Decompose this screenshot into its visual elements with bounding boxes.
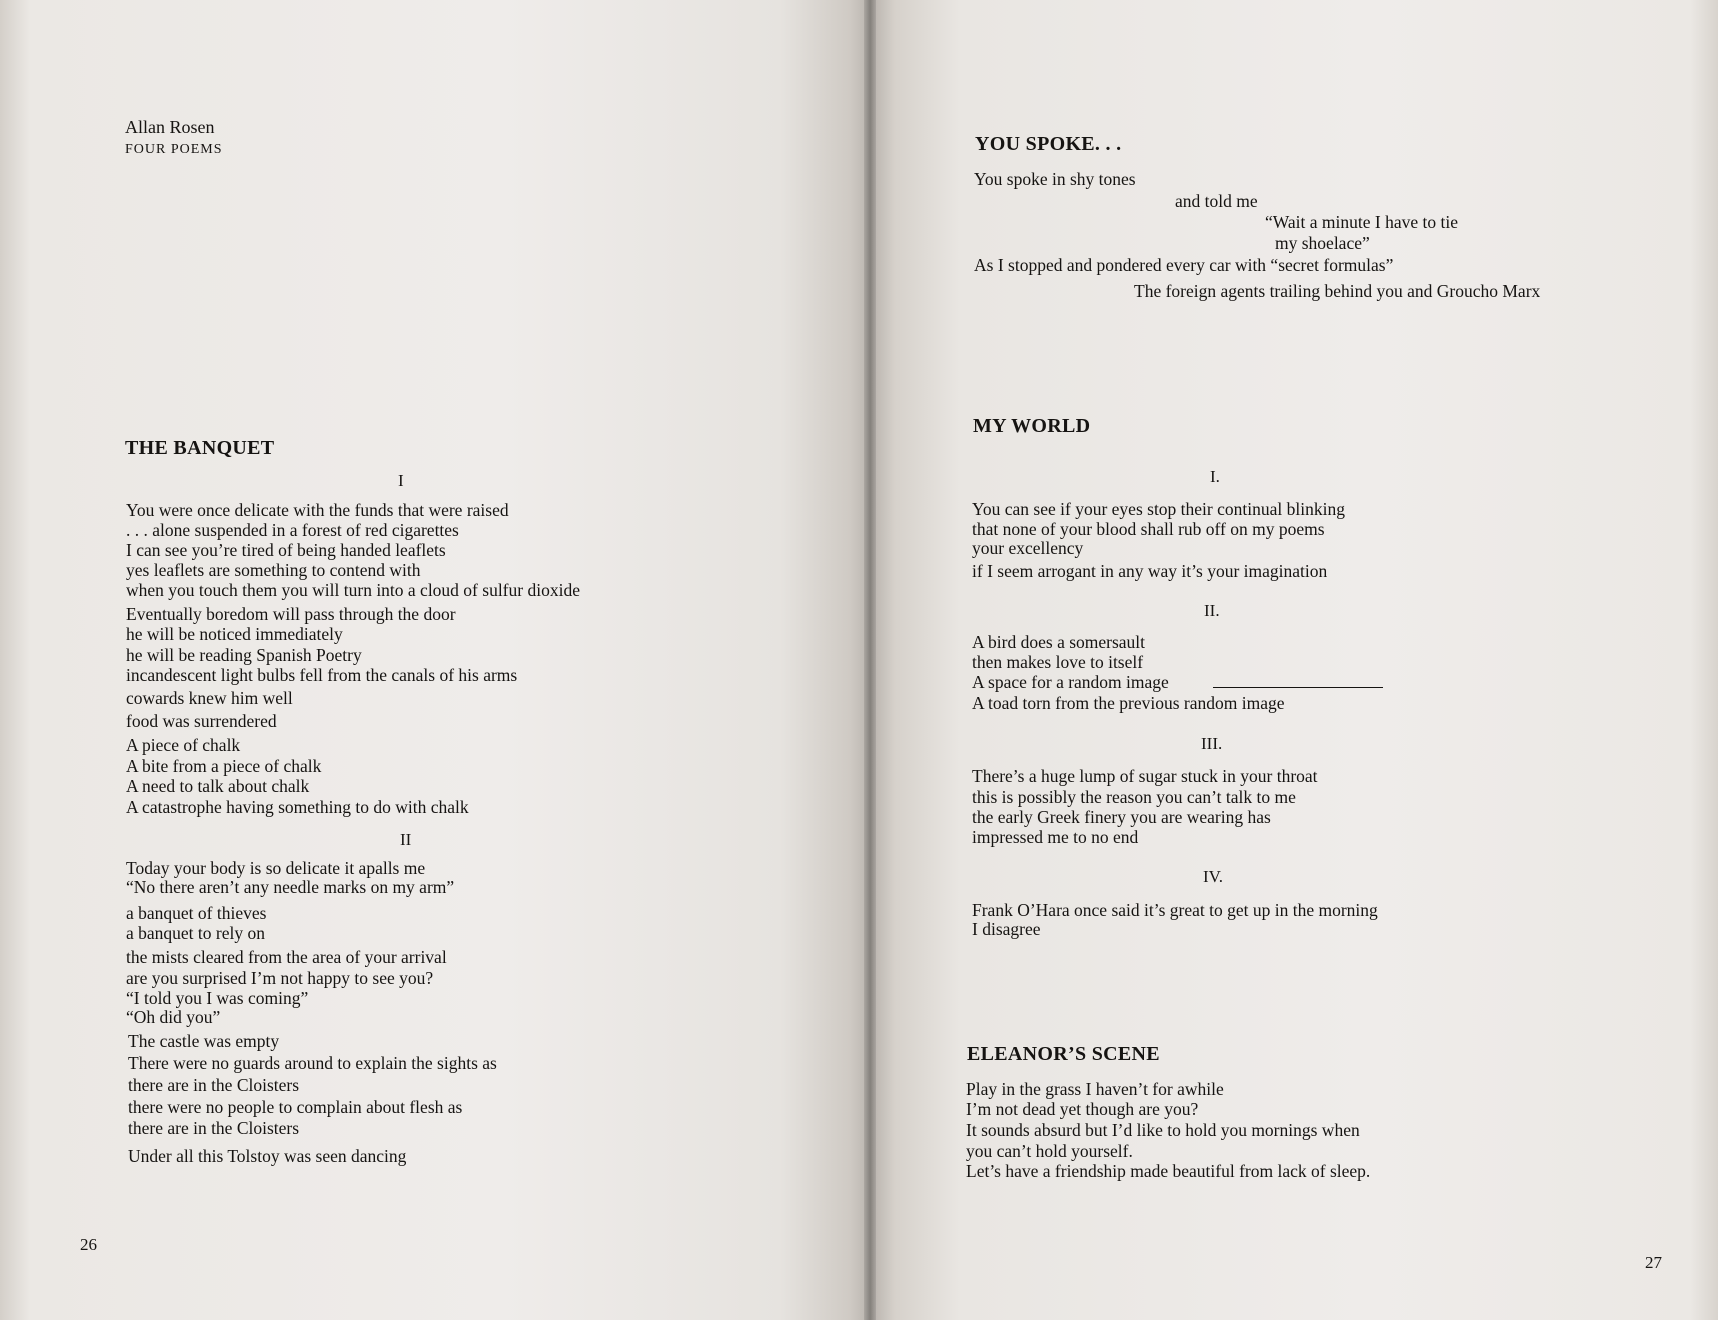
- poem-line: there are in the Cloisters: [128, 1118, 300, 1138]
- poem-line: The castle was empty: [128, 1031, 280, 1051]
- poem-line: food was surrendered: [126, 711, 277, 731]
- poem-line: I can see you’re tired of being handed leaflets: [126, 540, 446, 560]
- poem-line: You spoke in shy tones: [974, 169, 1136, 189]
- poem-line: There were no guards around to explain the sights as: [128, 1053, 497, 1073]
- poem-line: a banquet of thieves: [126, 903, 267, 923]
- poem-line: There’s a huge lump of sugar stuck in your throat: [972, 766, 1318, 786]
- poem-line: You were once delicate with the funds that were raised: [126, 500, 509, 520]
- section-numeral: IV.: [1203, 867, 1223, 886]
- poem-line: . . . alone suspended in a forest of red cigarettes: [126, 520, 459, 540]
- poem-line: A bird does a somersault: [972, 632, 1146, 652]
- poem-line: a banquet to rely on: [126, 923, 265, 943]
- section-numeral: I.: [1210, 467, 1220, 486]
- page-number: 26: [80, 1235, 97, 1254]
- poem-line: incandescent light bulbs fell from the canals of his arms: [126, 665, 518, 685]
- poem-title-my-world: MY WORLD: [973, 415, 1091, 437]
- poem-title-banquet: THE BANQUET: [125, 437, 275, 459]
- poem-line: impressed me to no end: [972, 827, 1139, 847]
- poem-line: I disagree: [972, 919, 1041, 939]
- poem-line: Frank O’Hara once said it’s great to get up in the morning: [972, 900, 1378, 920]
- poem-line: my shoelace”: [1275, 233, 1370, 253]
- poem-line: there are in the Cloisters: [128, 1075, 300, 1095]
- collection-title: FOUR POEMS: [125, 142, 223, 157]
- poem-line: if I seem arrogant in any way it’s your imagination: [972, 561, 1328, 581]
- section-numeral: II.: [1204, 601, 1220, 620]
- poem-line: your excellency: [972, 538, 1084, 558]
- poem-line: he will be noticed immediately: [126, 624, 343, 644]
- poem-line: A bite from a piece of chalk: [126, 756, 322, 776]
- poem-line: A space for a random image: [972, 672, 1169, 692]
- poem-line: and told me: [1175, 191, 1258, 211]
- poem-line: A catastrophe having something to do with chalk: [126, 797, 469, 817]
- section-numeral: III.: [1201, 734, 1223, 753]
- poem-line: are you surprised I’m not happy to see you?: [126, 968, 434, 988]
- poem-title-you-spoke: YOU SPOKE. . .: [975, 133, 1122, 155]
- page-number: 27: [1645, 1253, 1662, 1272]
- author-name: Allan Rosen: [125, 117, 215, 137]
- book-gutter: [864, 0, 876, 1320]
- poem-line: there were no people to complain about flesh as: [128, 1097, 463, 1117]
- poem-line: “No there aren’t any needle marks on my arm”: [126, 877, 455, 897]
- section-numeral: I: [398, 471, 404, 490]
- poem-line: this is possibly the reason you can’t talk to me: [972, 787, 1296, 807]
- poem-line: the early Greek finery you are wearing has: [972, 807, 1271, 827]
- poem-line: As I stopped and pondered every car with “secret formulas”: [974, 255, 1394, 275]
- right-page: [870, 0, 1718, 1320]
- poem-line: yes leaflets are something to contend with: [126, 560, 421, 580]
- poem-line: “Wait a minute I have to tie: [1265, 212, 1458, 232]
- poem-line: you can’t hold yourself.: [966, 1141, 1133, 1161]
- poem-line: “Oh did you”: [126, 1007, 221, 1027]
- poem-line: then makes love to itself: [972, 652, 1144, 672]
- poem-line: A need to talk about chalk: [126, 776, 310, 796]
- poem-line: when you touch them you will turn into a cloud of sulfur dioxide: [126, 580, 580, 600]
- poem-line: he will be reading Spanish Poetry: [126, 645, 362, 665]
- section-numeral: II: [400, 830, 412, 849]
- poem-line: Play in the grass I haven’t for awhile: [966, 1079, 1224, 1099]
- poem-line: A toad torn from the previous random image: [972, 693, 1285, 713]
- poem-line: Today your body is so delicate it apalls me: [126, 858, 426, 878]
- poem-line: “I told you I was coming”: [126, 988, 309, 1008]
- poem-line: The foreign agents trailing behind you and Groucho Marx: [1134, 281, 1541, 301]
- poem-line: It sounds absurd but I’d like to hold you mornings when: [966, 1120, 1360, 1140]
- poem-line: Let’s have a friendship made beautiful from lack of sleep.: [966, 1161, 1371, 1181]
- poem-line: the mists cleared from the area of your arrival: [126, 947, 447, 967]
- poem-line: I’m not dead yet though are you?: [966, 1099, 1199, 1119]
- poem-line: Under all this Tolstoy was seen dancing: [128, 1146, 407, 1166]
- poem-line: You can see if your eyes stop their continual blinking: [972, 499, 1345, 519]
- poem-title-eleanors-scene: ELEANOR’S SCENE: [967, 1043, 1160, 1065]
- poem-line: A piece of chalk: [126, 735, 241, 755]
- poem-line: cowards knew him well: [126, 688, 293, 708]
- poem-line: that none of your blood shall rub off on my poems: [972, 519, 1325, 539]
- blank-underline: [1213, 687, 1383, 688]
- poem-line: Eventually boredom will pass through the door: [126, 604, 456, 624]
